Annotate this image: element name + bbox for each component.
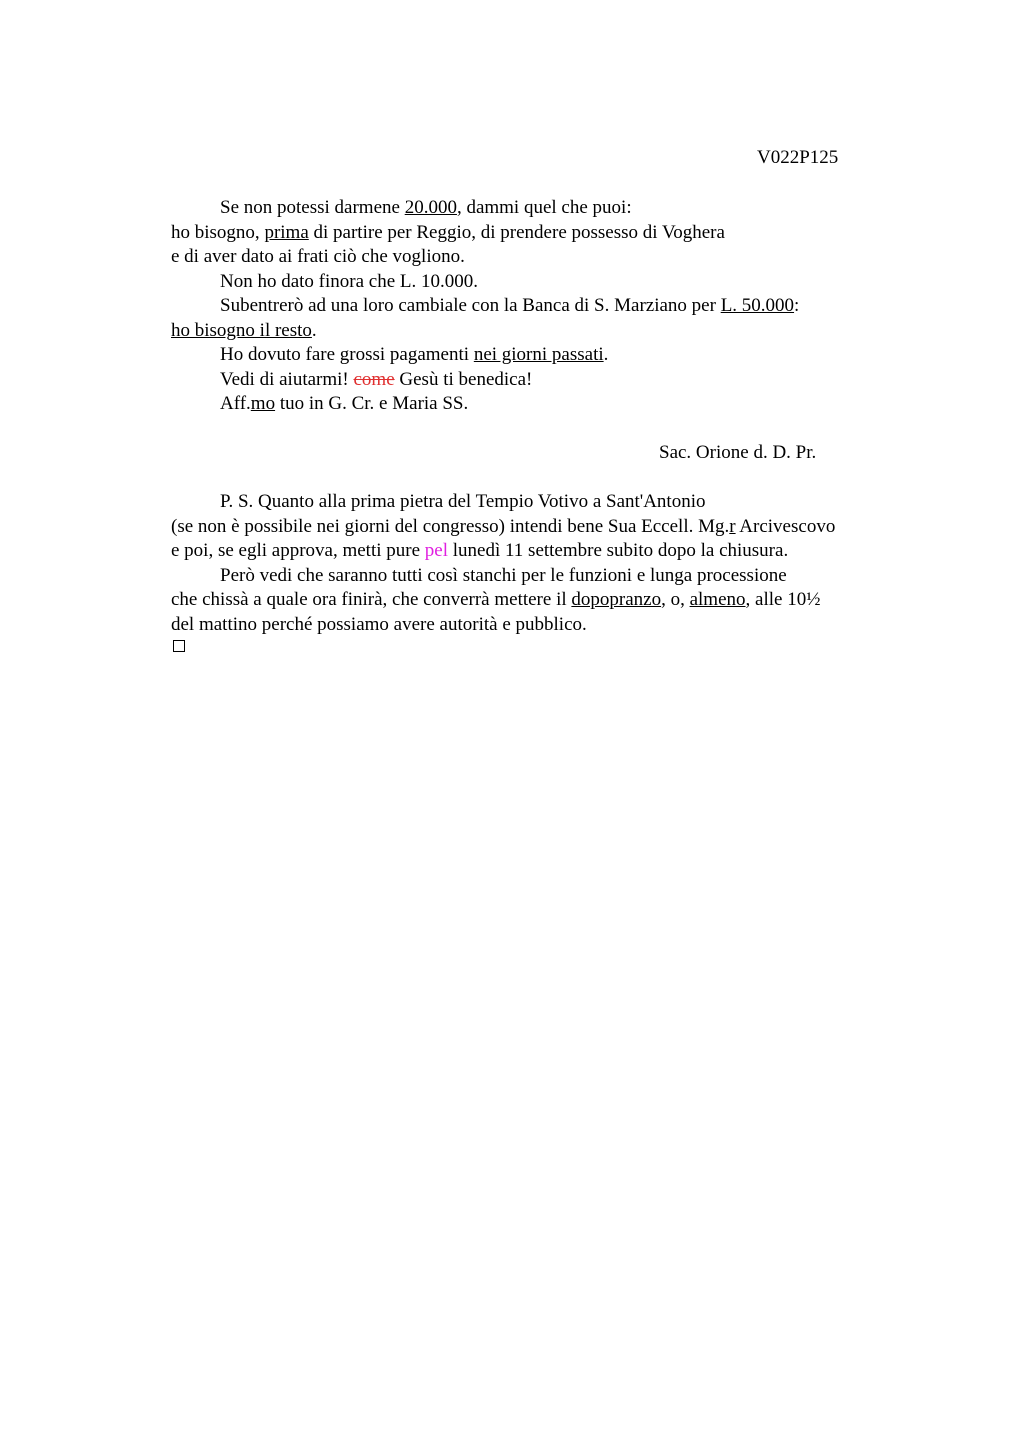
text-run: di partire per Reggio, di prendere possesso di Voghera (308, 221, 725, 243)
text-run: , o, (661, 589, 690, 610)
underlined-amount: 20.000 (404, 197, 457, 218)
paragraph-line (171, 221, 911, 246)
underlined-amount: L. 50.000 (720, 295, 795, 316)
text-run: Arcivescovo (735, 515, 836, 537)
text-run: , dammi quel che puoi: (456, 197, 632, 218)
text-run: , alle 10½ (745, 589, 821, 610)
text-run: Gesù ti benedica! (394, 368, 533, 390)
text-run: Subentrerò ad una loro cambiale con la Banca di S. Marziano per (220, 295, 721, 316)
paragraph-line (171, 392, 911, 417)
postscript-line (171, 588, 911, 613)
paragraph-line: Non ho dato finora che L. 10.000. (220, 270, 479, 292)
text-run: (se non è possibile nei giorni del congresso) intendi bene Sua Eccell. Mg. (171, 515, 730, 537)
text-run: Ho dovuto fare grossi pagamenti (220, 344, 474, 365)
postscript-line (171, 539, 911, 564)
paragraph-line: e di aver dato ai frati ciò che vogliono. (171, 246, 465, 267)
text-run: . (603, 344, 609, 365)
blank-line (171, 466, 911, 491)
text-run: Se non potessi darmene (220, 197, 405, 218)
blank-line (171, 417, 911, 442)
text-run: tuo in G. Cr. e Maria SS. (275, 393, 469, 414)
underlined-phrase: nei giorni passati (473, 344, 604, 365)
underlined-word: dopopranzo (571, 589, 662, 610)
paragraph-line (171, 294, 911, 319)
text-run: ho bisogno, (171, 221, 265, 243)
paragraph-line (171, 196, 911, 221)
document-reference-code: V022P125 (757, 147, 839, 168)
underlined-abbreviation: mo (250, 393, 276, 414)
text-run: Vedi di aiutarmi! (220, 368, 354, 390)
paragraph-line (171, 319, 911, 344)
text-run: lunedì 11 settembre subito dopo la chiusura. (448, 540, 789, 561)
text-run: che chissà a quale ora finirà, che converrà mettere il (171, 589, 572, 610)
end-marker-box (173, 640, 185, 652)
deleted-word: come (353, 368, 395, 390)
underlined-word: prima (264, 221, 309, 243)
paragraph-line (171, 368, 911, 393)
signature: Sac. Orione d. D. Pr. (659, 442, 817, 463)
underlined-phrase: ho bisogno il resto (171, 319, 312, 341)
underlined-abbreviation: r (729, 515, 736, 537)
postscript-line: Però vedi che saranno tutti così stanchi per le funzioni e lunga processione (220, 564, 787, 586)
postscript-line: P. S. Quanto alla prima pietra del Tempio Votivo a Sant'Antonio (220, 491, 706, 512)
letter-body (171, 196, 911, 637)
text-run: : (794, 295, 800, 316)
text-run: . (311, 319, 317, 341)
postscript-line (171, 515, 911, 540)
underlined-word: almeno (689, 589, 746, 610)
inserted-word: pel (424, 540, 449, 561)
text-run: e poi, se egli approva, metti pure (171, 540, 425, 561)
paragraph-line (171, 343, 911, 368)
postscript-line: del mattino perché possiamo avere autorità e pubblico. (171, 613, 587, 635)
text-run: Aff. (220, 393, 251, 414)
